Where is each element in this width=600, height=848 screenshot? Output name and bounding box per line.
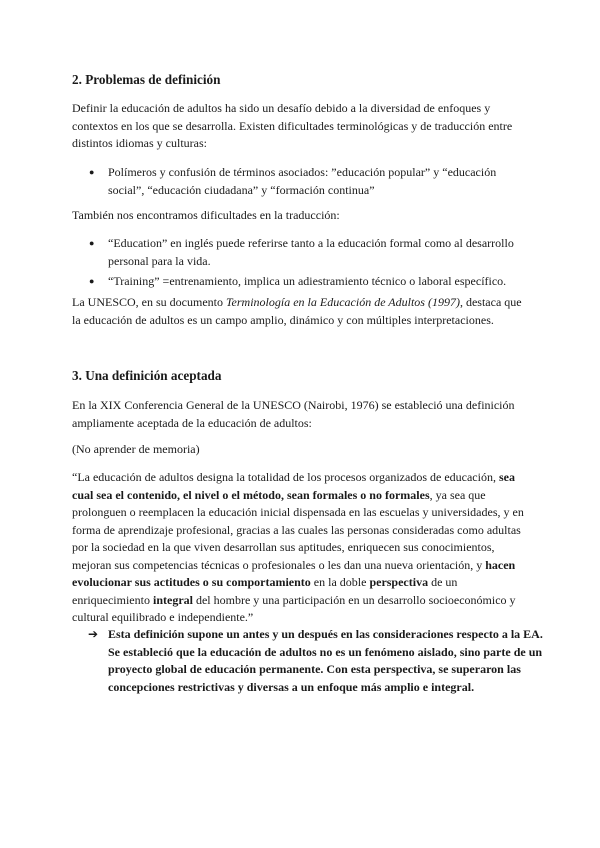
unesco-text-pre: La UNESCO, en su documento xyxy=(72,295,226,309)
unesco-text-post: , destaca que la educación de adultos es un campo amplio, dinámico y con múltiples interpretaciones. xyxy=(72,295,522,327)
quote-emphasis: integral xyxy=(152,592,193,607)
translation-intro: También nos encontramos dificultades en la traducción: xyxy=(72,208,340,222)
quote-text: “La educación de adultos designa la totalidad de los procesos organizados de educación, xyxy=(72,470,499,484)
list-item: ● “Training” =entrenamiento, implica un adiestramiento técnico o laboral específico. xyxy=(72,273,532,291)
quote-text: en la doble xyxy=(310,575,370,589)
section-3-heading: 3. Una definición aceptada xyxy=(72,368,222,383)
quote-text: , ya sea que prolonguen o reemplacen la educación inicial dispensada en las escuelas y universidades, y en forma de aprendizaje profesional, gracias a las cuales las personas consideradas como adultas por la sociedad en la que viven desarrollan sus aptitudes, enriquecen sus conocimientos, mejoran sus competencias técnicas o profesionales o les dan una nueva orientación, y xyxy=(72,487,524,572)
quote-text: de un enriquecimiento xyxy=(72,575,458,607)
section-3-intro: En la XIX Conferencia General de la UNESCO (Nairobi, 1976) se estableció una definición ampliamente aceptada de la educación de adultos: xyxy=(72,398,515,430)
bullet-list-terms xyxy=(72,164,532,202)
quote-emphasis: hacen evolucionar sus actitudes o su comportamiento xyxy=(72,557,516,589)
arrow-right-icon: ➔ xyxy=(88,627,99,641)
memorize-note: (No aprender de memoria) xyxy=(72,442,200,456)
definition-quote xyxy=(72,469,532,627)
quote-emphasis: sea cual sea el contenido, el nivel o el método, sean formales o no formales xyxy=(72,470,515,502)
list-item: ● Polímeros y confusión de términos asociados: ”educación popular” y “educación social”, “educación ciudadana” y “formación continua” xyxy=(72,164,532,199)
list-item: ● “Education” en inglés puede referirse tanto a la educación formal como al desarrollo personal para la vida. xyxy=(72,235,532,270)
unesco-paragraph xyxy=(72,294,532,329)
conclusion-item xyxy=(88,626,554,696)
quote-emphasis: perspectiva xyxy=(369,575,429,589)
unesco-document-title: Terminología en la Educación de Adultos (1997) xyxy=(225,295,460,309)
conclusion-text: Esta definición supone un antes y un después en las consideraciones respecto a la EA. Se estableció que la educación de adultos no es un fenómeno aislado, sino parte de un proyecto global de educación permanente. Con esta perspectiva, se superaron las concepciones restrictivas y diversas a un enfoque más amplio e integral. xyxy=(108,627,543,694)
bullet-list-translation xyxy=(72,235,532,294)
quote-text: del hombre y una participación en un desarrollo socioeconómico y cultural equilibrado e independiente.” xyxy=(72,592,516,624)
section-2-heading: 2. Problemas de definición xyxy=(72,72,221,87)
section-2-intro: Definir la educación de adultos ha sido un desafío debido a la diversidad de enfoques y contextos en los que se desarrolla. Existen dificultades terminológicas y de traducción entre distintos idiomas y culturas: xyxy=(72,101,513,150)
